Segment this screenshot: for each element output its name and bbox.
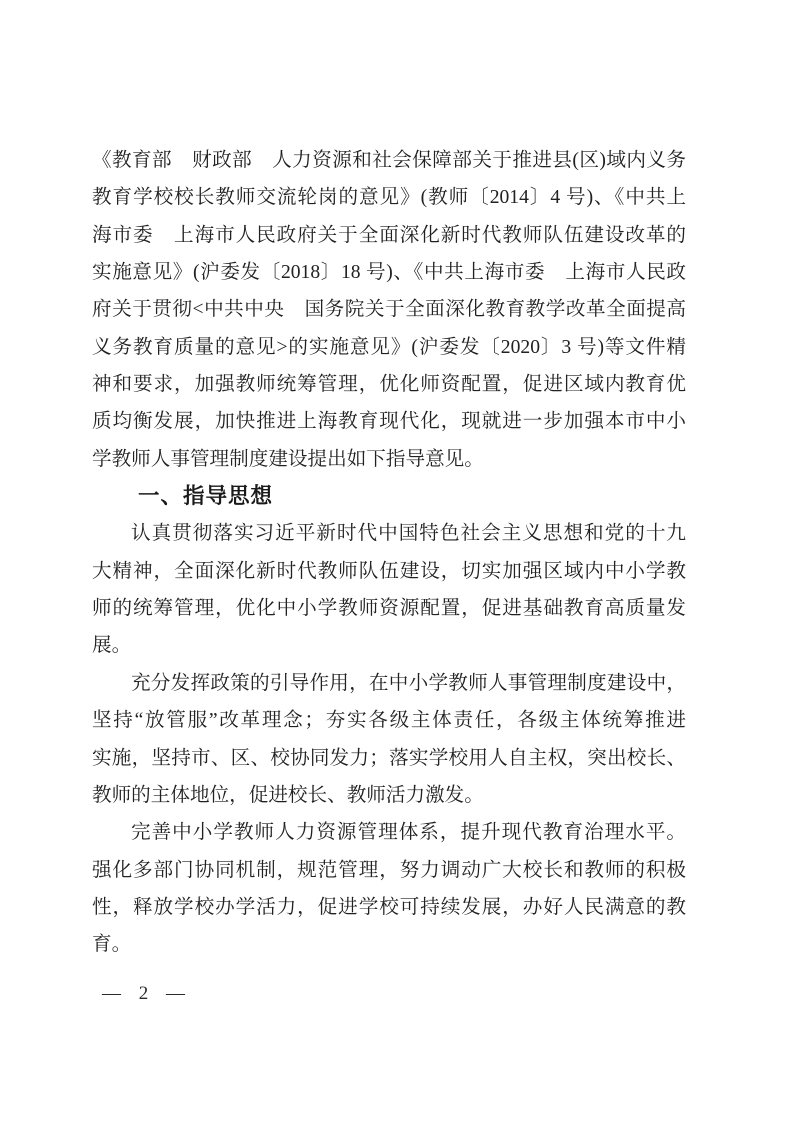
paragraph-line: 教育学校校长教师交流轮岗的意见》(教师〔2014〕4 号)、《中共上	[92, 187, 686, 209]
body-text	[92, 142, 686, 964]
paragraph-line: 完善中小学教师人力资源管理体系，提升现代教育治理水平。	[131, 822, 686, 844]
paragraph-policy-guidance	[92, 665, 686, 814]
section-heading-guiding-thought: 一、指导思想	[138, 484, 274, 509]
page-number: — 2 —	[102, 983, 185, 1004]
paragraph-line: 教师的主体地位，促进校长、教师活力激发。	[92, 784, 484, 806]
paragraph-line: 神和要求，加强教师统筹管理，优化师资配置，促进区域内教育优	[92, 374, 686, 396]
paragraph-line: 充分发挥政策的引导作用，在中小学教师人事管理制度建设中，	[131, 672, 686, 694]
paragraph-line: 学教师人事管理制度建设提出如下指导意见。	[92, 448, 484, 470]
paragraph-line: 坚持“放管服”改革理念；夯实各级主体责任，各级主体统筹推进	[92, 710, 686, 732]
paragraph-line: 展。	[92, 635, 132, 657]
paragraph-intro	[92, 142, 686, 478]
paragraph-line: 质均衡发展，加快推进上海教育现代化，现就进一步加强本市中小	[92, 411, 686, 433]
paragraph-line: 实施意见》(沪委发〔2018〕18 号)、《中共上海市委 上海市人民政	[92, 262, 686, 284]
paragraph-line: 实施，坚持市、区、校协同发力；落实学校用人自主权，突出校长、	[92, 747, 686, 769]
paragraph-line: 师的统筹管理，优化中小学教师资源配置，促进基础教育高质量发	[92, 598, 686, 620]
paragraph-line: 《教育部 财政部 人力资源和社会保障部关于推进县(区)域内义务	[92, 150, 686, 171]
paragraph-line: 认真贯彻落实习近平新时代中国特色社会主义思想和党的十九	[131, 523, 686, 545]
paragraph-guiding-thought	[92, 515, 686, 664]
paragraph-hr-system	[92, 814, 686, 963]
paragraph-line: 海市委 上海市人民政府关于全面深化新时代教师队伍建设改革的	[92, 224, 686, 246]
paragraph-line: 强化多部门协同机制，规范管理，努力调动广大校长和教师的积极	[92, 859, 686, 881]
paragraph-line: 义务教育质量的意见>的实施意见》(沪委发〔2020〕3 号)等文件精	[92, 336, 686, 358]
paragraph-line: 府关于贯彻<中共中央 国务院关于全面深化教育教学改革全面提高	[92, 299, 686, 321]
paragraph-line: 性，释放学校办学活力，促进学校可持续发展，办好人民满意的教	[92, 896, 686, 918]
paragraph-line: 大精神，全面深化新时代教师队伍建设，切实加强区域内中小学教	[92, 560, 686, 582]
paragraph-line: 育。	[92, 934, 132, 956]
